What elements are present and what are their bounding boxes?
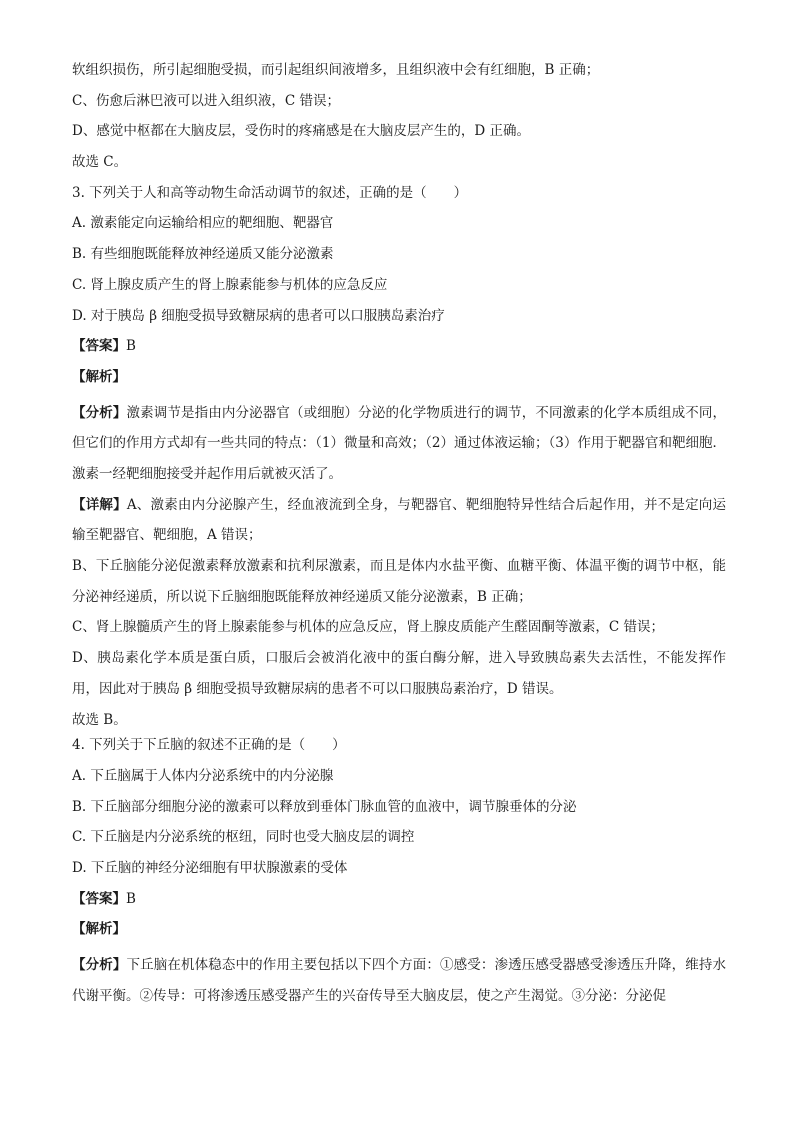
question-4-option-a: A. 下丘脑属于人体内分泌系统中的内分泌腺	[72, 767, 334, 784]
question-4-stem: 4. 下列关于下丘脑的叙述不正确的是（ ）	[72, 737, 346, 754]
text-line: D、感觉中枢都在大脑皮层，受伤时的疼痛感是在大脑皮层产生的，D 正确。	[72, 123, 530, 140]
q3-xiangjie-d: D、胰岛素化学本质是蛋白质，口服后会被消化液中的蛋白酶分解，进入导致胰岛素失去活性，不能发挥作用，因此对于胰岛 β 细胞受损导致糖尿病的患者不可以口服胰岛素治疗，D 错误。	[72, 650, 726, 697]
question-3-stem: 3. 下列关于人和高等动物生命活动调节的叙述，正确的是（ ）	[72, 184, 468, 201]
answer-value: B	[126, 890, 136, 907]
q4-answer	[72, 889, 726, 910]
q3-answer	[72, 336, 726, 357]
q3-analysis-heading	[72, 367, 726, 388]
answer-tag: 【答案】	[72, 338, 126, 355]
text-line: 故选 C。	[72, 154, 128, 171]
question-4-option-c: C. 下丘脑是内分泌系统的枢纽，同时也受大脑皮层的调控	[72, 829, 415, 846]
q3-conclusion: 故选 B。	[72, 711, 127, 728]
question-3-option-d: D. 对于胰岛 β 细胞受损导致糖尿病的患者可以口服胰岛素治疗	[72, 307, 445, 324]
q3-xiangjie-b: B、下丘脑能分泌促激素释放激素和抗利尿激素，而且是体内水盐平衡、血糖平衡、体温平衡的调节中枢，能分泌神经递质，所以说下丘脑细胞既能释放神经递质又能分泌激素，B 正确；	[72, 558, 726, 605]
question-4-option-d: D. 下丘脑的神经分泌细胞有甲状腺激素的受体	[72, 860, 348, 877]
q4-analysis-heading	[72, 919, 726, 940]
text-line: 软组织损伤，所引起细胞受损，而引起组织间液增多，且组织液中会有红细胞，B 正确；	[72, 62, 600, 78]
question-3-option-a: A. 激素能定向运输给相应的靶细胞、靶器官	[72, 215, 334, 232]
text-line: C、伤愈后淋巴液可以进入组织液，C 错误；	[72, 92, 340, 109]
q4-fenxi	[72, 950, 726, 1011]
analysis-tag: 【解析】	[72, 368, 126, 385]
q3-fenxi	[72, 398, 726, 490]
fenxi-tag: 【分析】	[72, 404, 127, 421]
answer-tag: 【答案】	[72, 890, 126, 907]
answer-value: B	[126, 338, 136, 355]
q3-xiangjie-a	[72, 490, 726, 551]
question-3-option-c: C. 肾上腺皮质产生的肾上腺素能参与机体的应急反应	[72, 276, 388, 293]
fenxi-text: 激素调节是指由内分泌器官（或细胞）分泌的化学物质进行的调节，不同激素的化学本质组成不同，但它们的作用方式却有一些共同的特点：（1）微量和高效；（2）通过体液运输；（3）作用于靶器官和靶细胞．激素一经靶细胞接受并起作用后就被灭活了。	[72, 404, 727, 482]
fenxi-tag: 【分析】	[72, 957, 127, 974]
question-3-option-b: B. 有些细胞既能释放神经递质又能分泌激素	[72, 246, 334, 263]
fenxi-text: 下丘脑在机体稳态中的作用主要包括以下四个方面：①感受：渗透压感受器感受渗透压升降，维持水代谢平衡。②传导：可将渗透压感受器产生的兴奋传导至大脑皮层，使之产生渴觉。③分泌：分泌促	[72, 957, 727, 1004]
xiangjie-tag: 【详解】	[72, 496, 127, 513]
xiangjie-text: A、激素由内分泌腺产生，经血液流到全身，与靶器官、靶细胞特异性结合后起作用，并不是定向运输至靶器官、靶细胞，A 错误；	[72, 496, 727, 544]
analysis-tag: 【解析】	[72, 921, 126, 938]
question-4-option-b: B. 下丘脑部分细胞分泌的激素可以释放到垂体门脉血管的血液中，调节腺垂体的分泌	[72, 798, 577, 815]
q3-xiangjie-c: C、肾上腺髓质产生的肾上腺素能参与机体的应急反应，肾上腺皮质能产生醛固酮等激素，C 错误；	[72, 619, 664, 636]
